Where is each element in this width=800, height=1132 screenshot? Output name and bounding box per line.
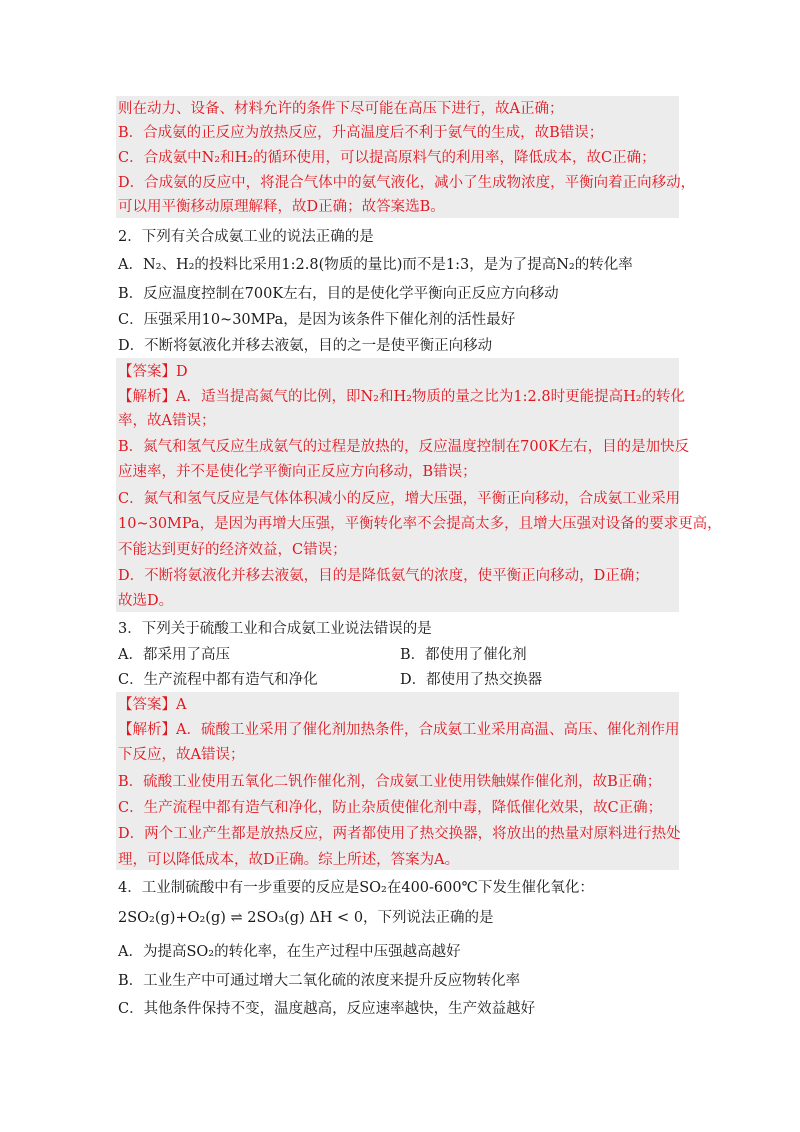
analysis-line: B．合成氨的正反应为放热反应，升高温度后不利于氨气的生成，故B错误；: [118, 125, 604, 141]
analysis-line: C．氮气和氢气反应是气体体积减小的反应，增大压强，平衡正向移动，合成氨工业采用: [118, 491, 681, 507]
analysis-line: 【解析】A．适当提高氮气的比例，即N₂和H₂物质的量之比为1:2.8时更能提高H₂的转化: [118, 389, 686, 405]
analysis-line: 不能达到更好的经济效益，C错误；: [118, 542, 347, 558]
question-2-option-d: D．不断将氨液化并移去液氨，目的之一是使平衡正向移动: [118, 338, 493, 354]
analysis-line: B．硫酸工业使用五氧化二钒作催化剂，合成氨工业使用铁触媒作催化剂，故B正确；: [118, 774, 662, 790]
question-3-option-d: D．都使用了热交换器: [400, 672, 543, 688]
question-4-option-b: B．工业生产中可通过增大二氧化硫的浓度来提升反应物转化率: [118, 973, 521, 989]
analysis-line: D．合成氨的反应中，将混合气体中的氨气液化，减小了生成物浓度，平衡向着正向移动，: [118, 175, 696, 191]
analysis-line: 理，可以降低成本，故D正确。综上所述，答案为A。: [118, 852, 460, 868]
analysis-line: D．两个工业产生都是放热反应，两者都使用了热交换器，将放出的热量对原料进行热处: [118, 826, 681, 842]
question-4-stem: 4．工业制硫酸中有一步重要的反应是SO₂在400-600℃下发生催化氧化：: [118, 880, 594, 896]
answer-label: 【答案】A: [118, 697, 187, 713]
analysis-line: 则在动力、设备、材料允许的条件下尽可能在高压下进行，故A正确；: [118, 101, 564, 117]
analysis-line: C．合成氨中N₂和H₂的循环使用，可以提高原料气的利用率，降低成本，故C正确；: [118, 150, 656, 166]
question-3-stem: 3．下列关于硫酸工业和合成氨工业说法错误的是: [118, 621, 432, 637]
question-3-option-c: C．生产流程中都有造气和净化: [118, 672, 318, 688]
analysis-line: 10~30MPa，是因为再增大压强，平衡转化率不会提高太多，且增大压强对设备的要求更高，: [118, 516, 722, 532]
analysis-line: C．生产流程中都有造气和净化，防止杂质使催化剂中毒，降低催化效果，故C正确；: [118, 800, 663, 816]
analysis-line: 【解析】A．硫酸工业采用了催化剂加热条件，合成氨工业采用高温、高压、催化剂作用: [118, 722, 680, 738]
question-2-option-a: A．N₂、H₂的投料比采用1:2.8(物质的量比)而不是1:3，是为了提高N₂的转化率: [118, 257, 633, 273]
analysis-line: 率，故A错误；: [118, 413, 216, 429]
analysis-line: 下反应，故A错误；: [118, 747, 245, 763]
question-2-option-b: B．反应温度控制在700K左右，目的是使化学平衡向正反应方向移动: [118, 286, 559, 302]
analysis-line: B．氮气和氢气反应生成氨气的过程是放热的，反应温度控制在700K左右，目的是加快反: [118, 439, 690, 455]
question-4-option-c: C．其他条件保持不变，温度越高，反应速率越快，生产效益越好: [118, 1001, 536, 1017]
question-2-option-c: C．压强采用10~30MPa，是因为该条件下催化剂的活性最好: [118, 312, 516, 328]
question-3-option-b: B．都使用了催化剂: [400, 647, 527, 663]
question-2-stem: 2．下列有关合成氨工业的说法正确的是: [118, 229, 374, 245]
answer-label: 【答案】D: [118, 364, 188, 380]
question-4-option-a: A．为提高SO₂的转化率，在生产过程中压强越高越好: [118, 944, 461, 960]
analysis-line: 故选D。: [118, 593, 174, 609]
question-3-option-a: A．都采用了高压: [118, 647, 230, 663]
analysis-line: 可以用平衡移动原理解释，故D正确；故答案选B。: [118, 199, 445, 215]
analysis-line: D．不断将氨液化并移去液氨，目的是降低氨气的浓度，使平衡正向移动，D正确；: [118, 568, 649, 584]
question-4-equation: 2SO₂(g)+O₂(g) ⇌ 2SO₃(g) ΔH < 0，下列说法正确的是: [118, 910, 494, 926]
analysis-line: 应速率，并不是使化学平衡向正反应方向移动，B错误；: [118, 464, 477, 480]
